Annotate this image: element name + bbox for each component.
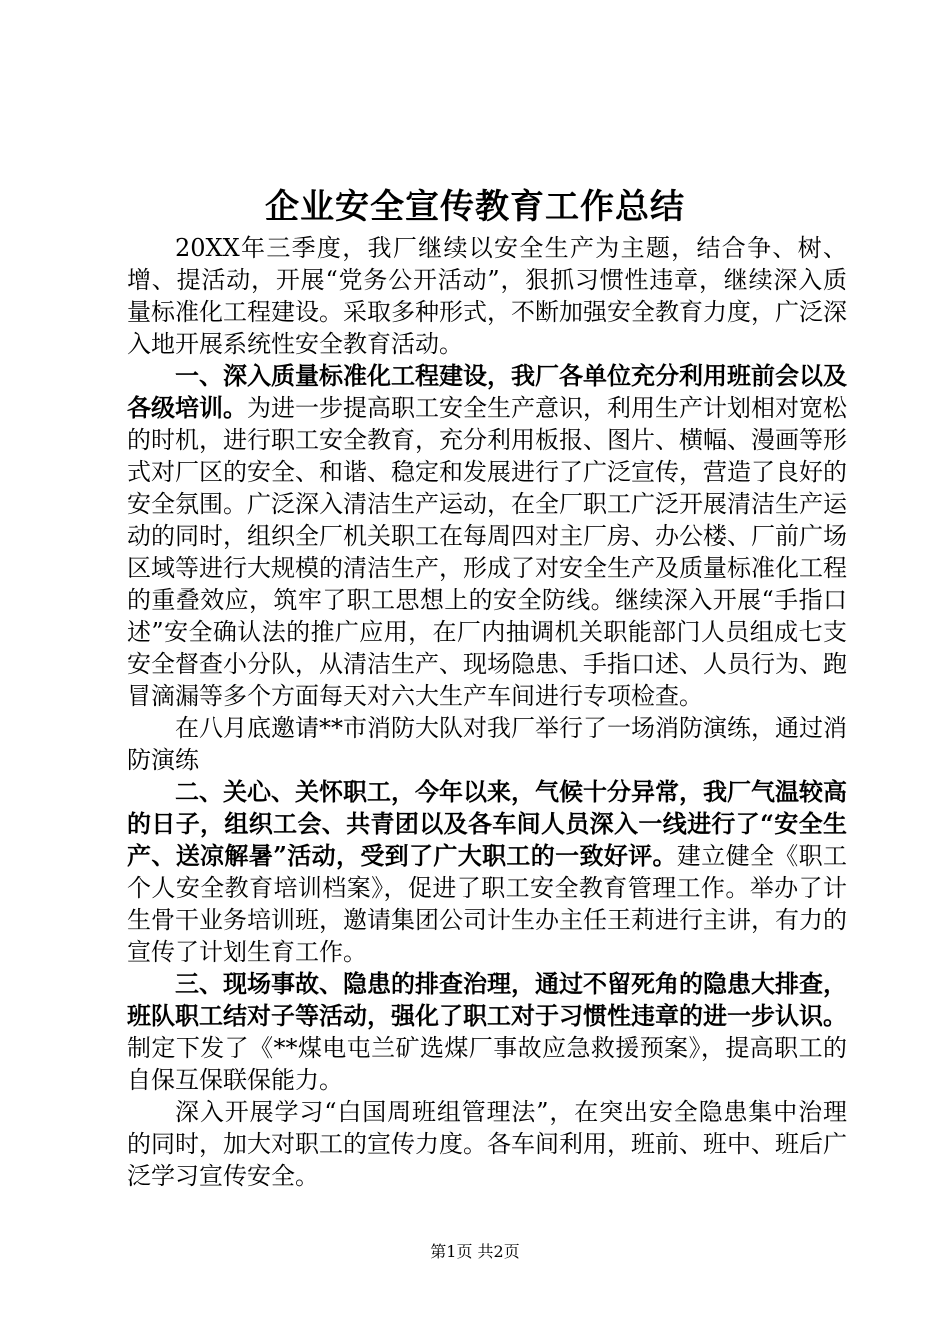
document-body bbox=[127, 232, 847, 1192]
section-heading: 二、关心、关怀职工，今年以来，气候十分异常，我厂气温较高的日子，组织工会、共青团以及各车间人员深入一线进行了“安全生产、送凉解暑”活动，受到了广大职工的一致好评。 bbox=[127, 777, 847, 870]
paragraph-text: 深入开展学习“白国周班组管理法”，在突出安全隐患集中治理的同时，加大对职工的宣传力度。各车间利用，班前、班中、班后广泛学习宣传安全。 bbox=[127, 1098, 847, 1190]
paragraph-text: 在八月底邀请**市消防大队对我厂举行了一场消防演练，通过消防演练 bbox=[127, 714, 847, 774]
paragraph-text: 20XX年三季度，我厂继续以安全生产为主题，结合争、树、增、提活动，开展“党务公开活动”，狠抓习惯性违章，继续深入质量标准化工程建设。采取多种形式，不断加强安全教育力度，广泛深入地开展系统性安全教育活动。 bbox=[127, 234, 847, 358]
paragraph-fire-drill bbox=[127, 712, 847, 776]
section-heading: 一、深入质量标准化工程建设，我厂各单位充分利用班前会以及各级培训。 bbox=[127, 361, 847, 422]
page-number-footer: 第1页 共2页 bbox=[430, 1242, 520, 1261]
paragraph-intro bbox=[127, 232, 847, 360]
paragraph-text: 为进一步提高职工安全生产意识，利用生产计划相对宽松的时机，进行职工安全教育，充分利用板报、图片、横幅、漫画等形式对厂区的安全、和谐、稳定和发展进行了广泛宣传，营造了良好的安全氛围。广泛深入清洁生产运动，在全厂职工广泛开展清洁生产运动的同时，组织全厂机关职工在每周四对主厂房、办公楼、厂前广场区域等进行大规模的清洁生产，形成了对安全生产及质量标准化工程的重叠效应，筑牢了职工思想上的安全防线。继续深入开展“手指口述”安全确认法的推广应用，在厂内抽调机关职能部门人员组成七支安全督查小分队，从清洁生产、现场隐患、手指口述、人员行为、跑冒滴漏等多个方面每天对六大生产车间进行专项检查。 bbox=[127, 394, 847, 710]
paragraph-section-3 bbox=[127, 968, 847, 1096]
paragraph-closing bbox=[127, 1096, 847, 1192]
paragraph-text: 制定下发了《**煤电屯兰矿选煤厂事故应急救援预案》，提高职工的自保互保联保能力。 bbox=[127, 1034, 847, 1094]
paragraph-section-2 bbox=[127, 776, 847, 968]
section-heading: 三、现场事故、隐患的排查治理，通过不留死角的隐患大排查，班队职工结对子等活动，强化了职工对于习惯性违章的进一步认识。 bbox=[127, 969, 847, 1030]
document-title: 企业安全宣传教育工作总结 bbox=[265, 187, 685, 227]
paragraph-section-1 bbox=[127, 360, 847, 712]
paragraph-text: 建立健全《职工个人安全教育培训档案》，促进了职工安全教育管理工作。举办了计生骨干业务培训班，邀请集团公司计生办主任王莉进行主讲，有力的宣传了计划生育工作。 bbox=[127, 842, 847, 966]
